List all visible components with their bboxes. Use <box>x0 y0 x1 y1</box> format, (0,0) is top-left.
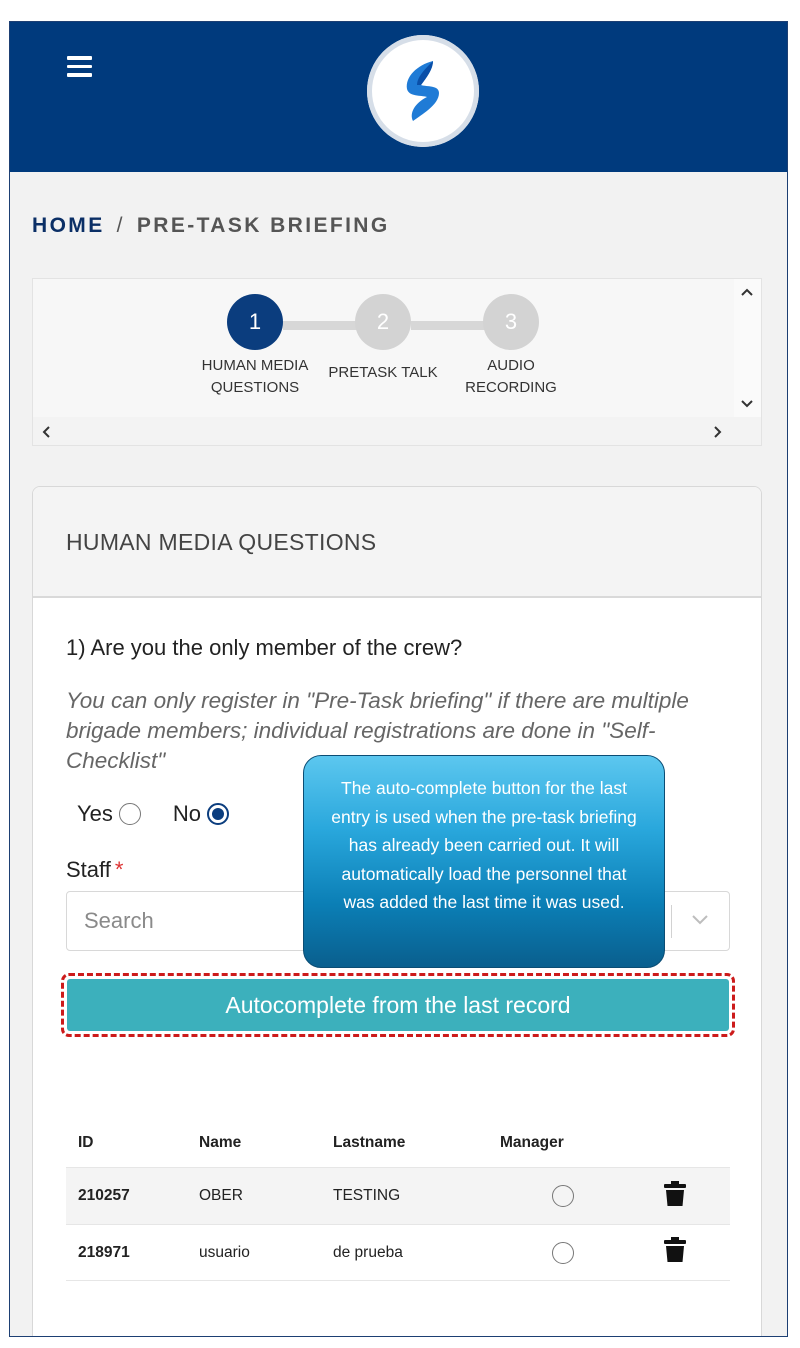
cell-name: OBER <box>199 1187 243 1204</box>
card-title: HUMAN MEDIA QUESTIONS <box>33 487 761 598</box>
scroll-up-icon[interactable] <box>740 287 754 297</box>
cell-lastname: TESTING <box>333 1187 401 1204</box>
hamburger-menu-icon[interactable] <box>67 56 92 77</box>
required-marker: * <box>114 857 124 882</box>
cell-lastname: de prueba <box>333 1243 403 1261</box>
question-text: 1) Are you the only member of the crew? <box>66 635 463 660</box>
no-radio[interactable] <box>207 803 229 825</box>
staff-table <box>66 1119 730 1281</box>
breadcrumb-current: PRE-TASK BRIEFING <box>136 214 390 237</box>
breadcrumb-separator: / <box>116 214 125 237</box>
chevron-down-icon[interactable] <box>688 907 712 931</box>
swoosh-logo-icon <box>367 35 479 147</box>
step-1-label-line2: QUESTIONS <box>210 379 300 396</box>
breadcrumb-home-link[interactable]: HOME <box>32 214 105 237</box>
header-lastname: Lastname <box>333 1134 406 1151</box>
table-header <box>66 1119 730 1167</box>
question-hint: You can only register in "Pre-Task briefing" if there are multiple brigade members; individual registrations are done in "Self-Checklist" <box>66 688 689 773</box>
staff-label-text: Staff <box>66 857 111 882</box>
no-option-label: No <box>172 801 202 826</box>
horizontal-scrollbar[interactable] <box>33 417 761 445</box>
step-3-label <box>446 355 576 399</box>
table-row <box>66 1224 730 1281</box>
breadcrumb <box>32 214 390 238</box>
step-1-label-line1: HUMAN MEDIA <box>201 357 309 374</box>
header-manager: Manager <box>500 1134 564 1151</box>
header-name: Name <box>199 1134 242 1151</box>
cell-actions <box>650 1181 730 1212</box>
select-divider <box>671 905 672 938</box>
staff-label <box>66 857 123 883</box>
trash-icon[interactable] <box>664 1181 686 1207</box>
header-id: ID <box>78 1134 94 1151</box>
step-3-label-line2: RECORDING <box>465 379 557 396</box>
step-3-label-line1: AUDIO <box>487 357 535 374</box>
scroll-left-icon[interactable] <box>41 425 51 439</box>
yes-option-label: Yes <box>77 801 113 826</box>
step-1-label <box>190 355 320 399</box>
scroll-right-icon[interactable] <box>713 425 723 439</box>
crew-radio-group <box>77 801 261 827</box>
stepper <box>33 279 733 419</box>
manager-radio[interactable] <box>552 1242 574 1264</box>
autocomplete-tooltip: The auto-complete button for the last entry is used when the pre-task briefing has already been carried out. It will automatically load the personnel that was added the last time it was used. <box>303 755 665 968</box>
stepper-container <box>32 278 762 446</box>
table-row <box>66 1167 730 1224</box>
step-2-label-line1: PRETASK TALK <box>328 364 438 381</box>
cell-manager <box>500 1185 650 1207</box>
cell-id: 210257 <box>78 1187 130 1204</box>
step-2-label <box>318 362 448 384</box>
cell-actions <box>650 1237 730 1268</box>
cell-id: 218971 <box>78 1243 130 1261</box>
scroll-down-icon[interactable] <box>740 399 754 409</box>
step-1-circle[interactable]: 1 <box>227 294 283 350</box>
autocomplete-highlight <box>61 973 735 1037</box>
app-header <box>10 22 787 172</box>
vertical-scrollbar[interactable] <box>734 279 761 419</box>
autocomplete-button[interactable]: Autocomplete from the last record <box>67 979 729 1031</box>
manager-radio[interactable] <box>552 1185 574 1207</box>
step-3-circle[interactable]: 3 <box>483 294 539 350</box>
cell-name: usuario <box>199 1243 250 1261</box>
step-2-circle[interactable]: 2 <box>355 294 411 350</box>
cell-manager <box>500 1242 650 1264</box>
yes-radio[interactable] <box>119 803 141 825</box>
app-frame <box>9 21 788 1337</box>
trash-icon[interactable] <box>664 1237 686 1263</box>
